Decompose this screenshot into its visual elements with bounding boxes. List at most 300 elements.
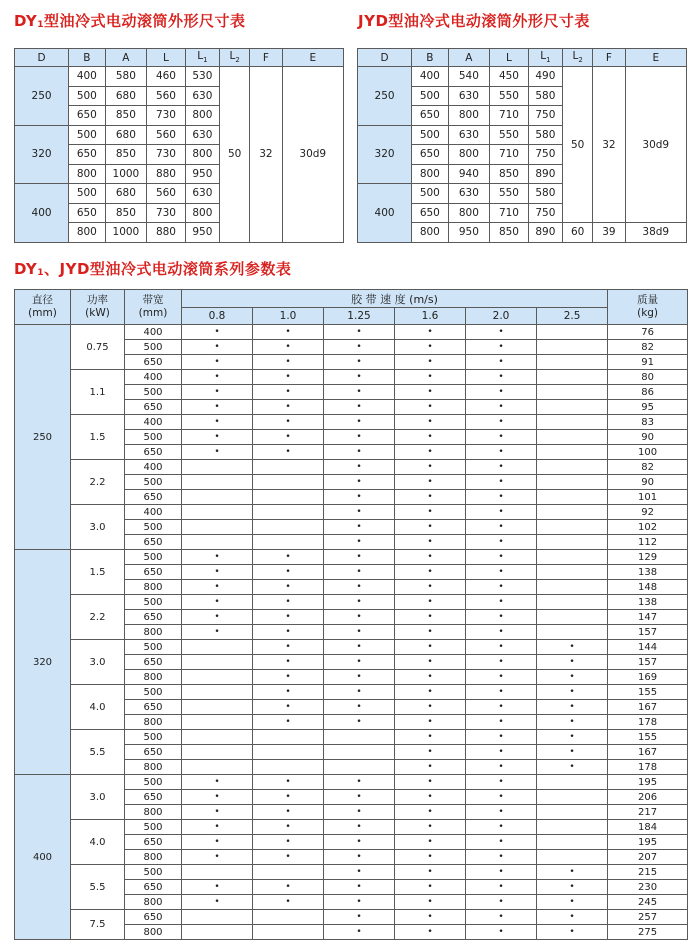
speed-dot-cell: • [466,580,537,595]
speed-dot-cell: • [182,370,253,385]
mass-cell: 95 [608,400,688,415]
speed-dot-cell: • [324,655,395,670]
speed-dot-cell: • [324,910,395,925]
speed-dot-cell: • [324,325,395,340]
mass-cell: 195 [608,775,688,790]
speed-dot-cell [537,790,608,805]
speed-dot-cell: • [182,820,253,835]
speed-dot-cell: • [466,610,537,625]
speed-dot-cell [253,520,324,535]
mass-cell: 82 [608,340,688,355]
speed-dot-cell: • [466,340,537,355]
header-speed-value: 1.0 [253,308,324,325]
speed-dot-cell: • [253,610,324,625]
header-speed-value: 1.6 [395,308,466,325]
speed-dot-cell [182,670,253,685]
speed-dot-cell: • [466,415,537,430]
speed-dot-cell: • [324,835,395,850]
speed-dot-cell: • [324,535,395,550]
table-row [15,415,688,430]
mass-cell: 167 [608,700,688,715]
l-cell: 710 [490,106,529,126]
speed-dot-cell [182,475,253,490]
speed-dot-cell: • [466,520,537,535]
speed-dot-cell [253,730,324,745]
speed-dot-cell: • [395,775,466,790]
speed-dot-cell: • [253,625,324,640]
mass-cell: 82 [608,460,688,475]
mass-cell: 129 [608,550,688,565]
speed-dot-cell [537,505,608,520]
speed-dot-cell [537,520,608,535]
speed-dot-cell: • [395,910,466,925]
speed-dot-cell [537,430,608,445]
power-cell: 7.5 [71,910,125,940]
mass-cell: 147 [608,610,688,625]
speed-dot-cell: • [395,610,466,625]
speed-dot-cell [182,730,253,745]
speed-dot-cell [253,925,324,940]
b-cell: 650 [69,145,105,165]
speed-dot-cell: • [182,625,253,640]
a-cell: 1000 [105,223,147,243]
speed-dot-cell [537,445,608,460]
belt-width-cell: 650 [125,535,182,550]
power-cell: 3.0 [71,505,125,550]
speed-dot-cell: • [466,355,537,370]
e-cell: 30d9 [282,67,343,243]
speed-dot-cell: • [466,565,537,580]
speed-dot-cell: • [324,385,395,400]
speed-dot-cell: • [466,430,537,445]
power-cell: 2.2 [71,460,125,505]
mass-cell: 215 [608,865,688,880]
speed-dot-cell: • [253,655,324,670]
mass-cell: 80 [608,370,688,385]
speed-dot-cell: • [395,340,466,355]
speed-dot-cell: • [395,355,466,370]
speed-dot-cell [324,730,395,745]
speed-dot-cell: • [324,685,395,700]
table-row [15,67,344,87]
belt-width-cell: 800 [125,670,182,685]
e-cell: 30d9 [625,67,686,223]
diameter-cell: 320 [15,125,69,184]
speed-dot-cell [182,460,253,475]
e-cell: 38d9 [625,223,686,243]
speed-dot-cell [537,385,608,400]
l-cell: 880 [147,223,186,243]
speed-dot-cell: • [324,430,395,445]
speed-dot-cell [253,910,324,925]
header-l1: $L_1$ [528,49,562,67]
header-diameter [15,290,71,325]
speed-dot-cell [537,595,608,610]
belt-width-cell: 800 [125,850,182,865]
speed-dot-cell [537,580,608,595]
speed-dot-cell: • [395,850,466,865]
belt-width-cell: 800 [125,760,182,775]
belt-width-cell: 400 [125,415,182,430]
speed-dot-cell: • [253,775,324,790]
mass-cell: 86 [608,385,688,400]
belt-width-cell: 800 [125,925,182,940]
speed-dot-cell [537,775,608,790]
speed-dot-cell: • [466,445,537,460]
l1-cell: 630 [185,86,219,106]
speed-dot-cell: • [324,640,395,655]
speed-dot-cell: • [182,325,253,340]
speed-dot-cell: • [395,790,466,805]
l2-cell: 50 [563,67,593,223]
speed-dot-cell: • [253,445,324,460]
mass-cell: 178 [608,715,688,730]
speed-dot-cell: • [537,760,608,775]
mass-cell: 217 [608,805,688,820]
l1-cell: 800 [185,106,219,126]
table-row [15,910,688,925]
belt-width-cell: 400 [125,325,182,340]
power-cell: 3.0 [71,640,125,685]
belt-width-cell: 500 [125,475,182,490]
speed-dot-cell [182,925,253,940]
table-row [15,820,688,835]
l1-cell: 530 [185,67,219,87]
speed-dot-cell: • [324,625,395,640]
header-power [71,290,125,325]
a-cell: 630 [448,184,490,204]
speed-dot-cell: • [395,640,466,655]
speed-dot-cell: • [253,670,324,685]
speed-dot-cell: • [324,340,395,355]
speed-dot-cell: • [253,820,324,835]
speed-dot-cell: • [466,835,537,850]
speed-dot-cell: • [395,820,466,835]
header-belt-width-label: 带宽 [142,294,164,306]
belt-width-cell: 500 [125,640,182,655]
speed-dot-cell: • [253,355,324,370]
speed-dot-cell: • [182,550,253,565]
speed-dot-cell: • [466,640,537,655]
power-cell: 0.75 [71,325,125,370]
header-f: F [593,49,625,67]
speed-dot-cell: • [324,670,395,685]
speed-dot-cell: • [253,430,324,445]
header-row [358,49,687,67]
b-cell: 500 [69,125,105,145]
a-cell: 800 [448,203,490,223]
power-cell: 4.0 [71,685,125,730]
belt-width-cell: 650 [125,565,182,580]
speed-dot-cell: • [253,790,324,805]
b-cell: 650 [412,106,448,126]
l1-cell: 630 [185,125,219,145]
l-cell: 850 [490,223,529,243]
speed-dot-cell: • [466,895,537,910]
speed-dot-cell: • [395,580,466,595]
header-mass-label: 质量 [637,294,659,306]
speed-dot-cell [537,400,608,415]
power-cell: 4.0 [71,820,125,865]
mass-cell: 90 [608,430,688,445]
speed-dot-cell: • [395,700,466,715]
speed-dot-cell: • [466,325,537,340]
speed-dot-cell: • [182,595,253,610]
belt-width-cell: 650 [125,355,182,370]
speed-dot-cell: • [466,625,537,640]
speed-dot-cell [537,415,608,430]
power-cell: 2.2 [71,595,125,640]
l2-cell: 60 [563,223,593,243]
header-mass-unit: (kg) [637,307,659,319]
diameter-cell: 320 [15,550,71,775]
b-cell: 400 [69,67,105,87]
speed-dot-cell: • [324,895,395,910]
speed-dot-cell [537,565,608,580]
speed-dot-cell: • [324,700,395,715]
l-cell: 880 [147,164,186,184]
speed-dot-cell: • [466,490,537,505]
speed-dot-cell: • [466,535,537,550]
speed-dot-cell: • [182,850,253,865]
belt-width-cell: 650 [125,790,182,805]
speed-dot-cell: • [395,475,466,490]
diameter-cell: 320 [358,125,412,184]
belt-width-cell: 400 [125,505,182,520]
header-l2: $L_2$ [220,49,250,67]
a-cell: 1000 [105,164,147,184]
speed-dot-cell: • [395,460,466,475]
belt-width-cell: 500 [125,385,182,400]
belt-width-cell: 650 [125,400,182,415]
b-cell: 400 [412,67,448,87]
speed-dot-cell [537,460,608,475]
a-cell: 800 [448,106,490,126]
l-cell: 730 [147,145,186,165]
l1-cell: 800 [185,145,219,165]
table-row [15,550,688,565]
belt-width-cell: 650 [125,910,182,925]
table-row [15,325,688,340]
speed-dot-cell [324,760,395,775]
a-cell: 630 [448,125,490,145]
b-cell: 800 [412,223,448,243]
header-row [15,49,344,67]
b-cell: 650 [69,106,105,126]
speed-dot-cell [537,610,608,625]
table-row [358,67,687,87]
speed-dot-cell: • [537,700,608,715]
diameter-cell: 250 [15,325,71,550]
speed-dot-cell: • [466,805,537,820]
mass-cell: 155 [608,730,688,745]
speed-dot-cell [182,715,253,730]
speed-dot-cell [537,850,608,865]
speed-dot-cell: • [395,805,466,820]
belt-width-cell: 650 [125,700,182,715]
speed-dot-cell: • [537,730,608,745]
speed-dot-cell: • [182,430,253,445]
speed-dot-cell: • [466,700,537,715]
l-cell: 560 [147,86,186,106]
speed-dot-cell: • [466,370,537,385]
speed-dot-cell [253,475,324,490]
header-f: F [250,49,282,67]
speed-dot-cell: • [395,415,466,430]
jyd-dimension-title: JYD型油冷式电动滚筒外形尺寸表 [358,12,590,30]
a-cell: 580 [105,67,147,87]
mass-cell: 157 [608,655,688,670]
speed-dot-cell: • [324,565,395,580]
belt-width-cell: 500 [125,775,182,790]
b-cell: 650 [412,203,448,223]
speed-dot-cell: • [324,415,395,430]
power-cell: 1.5 [71,550,125,595]
l-cell: 450 [490,67,529,87]
speed-dot-cell: • [395,535,466,550]
l-cell: 460 [147,67,186,87]
speed-dot-cell: • [466,925,537,940]
header-speed-value: 2.0 [466,308,537,325]
b-cell: 500 [412,125,448,145]
speed-dot-cell: • [253,850,324,865]
mass-cell: 206 [608,790,688,805]
speed-dot-cell: • [324,790,395,805]
speed-dot-cell: • [253,880,324,895]
speed-dot-cell: • [466,775,537,790]
belt-width-cell: 650 [125,745,182,760]
speed-dot-cell: • [537,715,608,730]
speed-dot-cell: • [253,805,324,820]
diameter-cell: 250 [15,67,69,126]
l-cell: 730 [147,203,186,223]
speed-dot-cell: • [253,415,324,430]
mass-cell: 102 [608,520,688,535]
speed-dot-cell: • [537,745,608,760]
speed-dot-cell [537,355,608,370]
header-belt-width [125,290,182,325]
belt-width-cell: 800 [125,715,182,730]
l1-cell: 800 [185,203,219,223]
speed-dot-cell: • [324,355,395,370]
mass-cell: 91 [608,355,688,370]
belt-width-cell: 500 [125,520,182,535]
speed-dot-cell: • [253,685,324,700]
belt-width-cell: 800 [125,805,182,820]
f-cell: 32 [593,67,625,223]
speed-dot-cell: • [537,640,608,655]
mass-cell: 184 [608,820,688,835]
speed-dot-cell: • [466,760,537,775]
belt-width-cell: 500 [125,730,182,745]
speed-dot-cell: • [395,550,466,565]
speed-dot-cell: • [395,565,466,580]
l1-cell: 580 [528,184,562,204]
header-speed: 胶 带 速 度 (m/s) [182,290,608,308]
speed-dot-cell: • [537,925,608,940]
speed-dot-cell: • [324,445,395,460]
header-b: B [412,49,448,67]
diameter-cell: 250 [358,67,412,126]
header-l2: $L_2$ [563,49,593,67]
l1-cell: 750 [528,145,562,165]
a-cell: 850 [105,145,147,165]
speed-dot-cell: • [324,370,395,385]
speed-dot-cell: • [324,865,395,880]
l1-cell: 950 [185,164,219,184]
b-cell: 800 [69,164,105,184]
belt-width-cell: 400 [125,460,182,475]
f-cell: 39 [593,223,625,243]
speed-dot-cell: • [324,460,395,475]
speed-dot-cell: • [395,730,466,745]
speed-dot-cell: • [395,325,466,340]
belt-width-cell: 650 [125,610,182,625]
mass-cell: 169 [608,670,688,685]
speed-dot-cell: • [182,775,253,790]
speed-dot-cell: • [182,880,253,895]
speed-dot-cell: • [537,895,608,910]
belt-width-cell: 500 [125,550,182,565]
speed-dot-cell: • [253,385,324,400]
table-row [15,595,688,610]
speed-dot-cell [182,535,253,550]
header-belt-width-unit: (mm) [138,307,168,319]
speed-dot-cell: • [324,775,395,790]
speed-dot-cell: • [395,655,466,670]
speed-dot-cell: • [324,880,395,895]
mass-cell: 155 [608,685,688,700]
mass-cell: 101 [608,490,688,505]
l-cell: 550 [490,125,529,145]
speed-dot-cell: • [466,715,537,730]
speed-dot-cell: • [324,715,395,730]
speed-dot-cell [182,520,253,535]
l-cell: 850 [490,164,529,184]
speed-dot-cell [253,865,324,880]
l1-cell: 890 [528,164,562,184]
header-l: L [490,49,529,67]
speed-dot-cell: • [182,805,253,820]
l1-cell: 890 [528,223,562,243]
belt-width-cell: 650 [125,880,182,895]
mass-cell: 144 [608,640,688,655]
b-cell: 500 [412,184,448,204]
speed-dot-cell [253,460,324,475]
speed-dot-cell: • [395,760,466,775]
a-cell: 680 [105,184,147,204]
l-cell: 730 [147,106,186,126]
header-diameter-unit: (mm) [28,307,57,319]
a-cell: 680 [105,125,147,145]
speed-dot-cell: • [324,820,395,835]
belt-width-cell: 400 [125,370,182,385]
mass-cell: 178 [608,760,688,775]
table-row [15,865,688,880]
speed-dot-cell: • [182,835,253,850]
speed-dot-cell [537,805,608,820]
speed-dot-cell [182,490,253,505]
speed-dot-cell: • [182,385,253,400]
speed-dot-cell: • [466,730,537,745]
speed-dot-cell: • [253,565,324,580]
l1-cell: 490 [528,67,562,87]
belt-width-cell: 500 [125,430,182,445]
header-d: D [15,49,69,67]
mass-cell: 138 [608,595,688,610]
speed-dot-cell: • [253,340,324,355]
speed-dot-cell: • [324,925,395,940]
